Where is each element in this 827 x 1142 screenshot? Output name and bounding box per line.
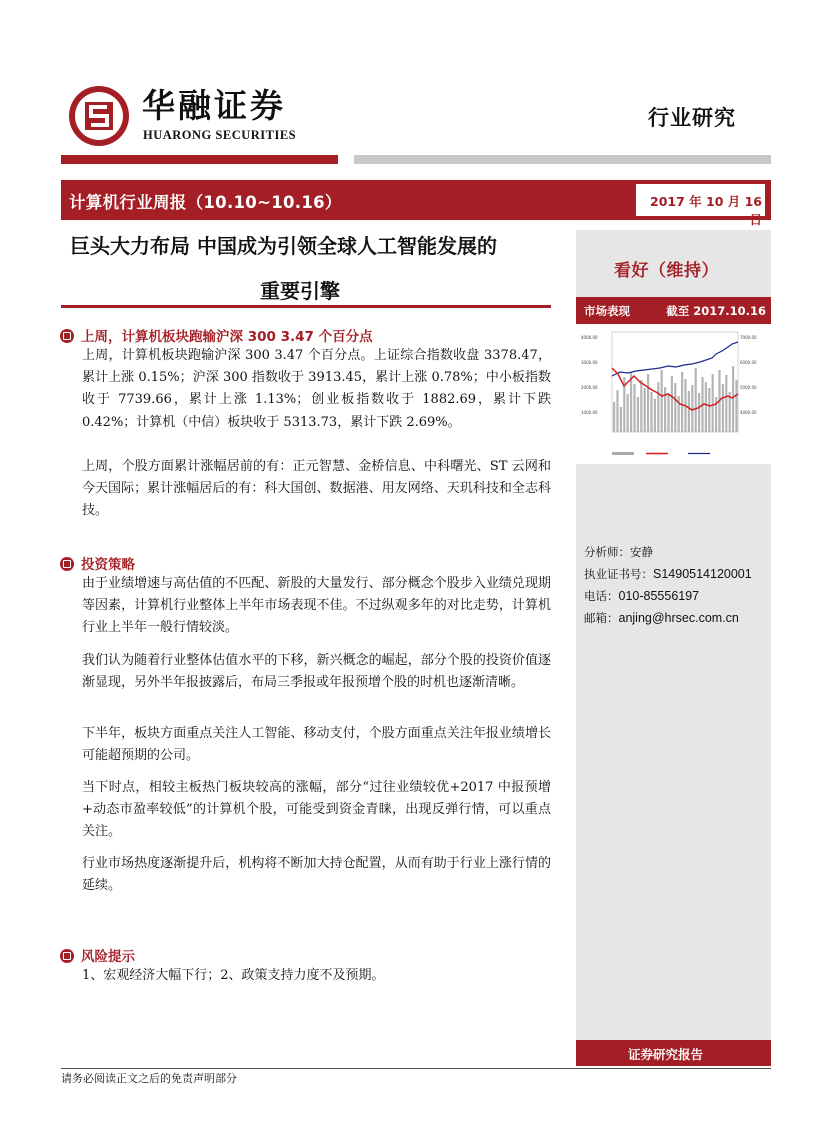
market-chart-image xyxy=(576,324,771,464)
footer-rule xyxy=(61,1068,771,1069)
chart-legend-bar xyxy=(612,452,634,455)
chart-volume-bar xyxy=(688,391,690,432)
section-risk-para-1: 1、宏观经济大幅下行；2、政策支持力度不及预期。 xyxy=(82,968,385,983)
header-gray-bar xyxy=(354,155,771,164)
chart-volume-bar xyxy=(661,370,663,432)
chart-volume-bar xyxy=(705,382,707,432)
chart-volume-bar xyxy=(691,385,693,432)
section-strategy-para-4: 当下时点，相较主板热门板块较高的涨幅，部分“过往业绩较优+2017 中报预增+动态市盈率较低”的计算机个股，可能受到资金青睐，出现反弹行情，可以重点关注。 xyxy=(82,780,551,840)
header-red-bar xyxy=(61,155,338,164)
chart-volume-bar xyxy=(627,394,629,432)
section-strategy-para-3: 下半年，板块方面重点关注人工智能、移动支付，个股方面重点关注年报业绩增长可能超预期的公司。 xyxy=(82,726,551,764)
chart-volume-bar xyxy=(698,393,700,432)
chart-ytick: 4000.00 xyxy=(581,335,598,340)
chart-volume-bar xyxy=(674,383,676,432)
chart-volume-bar xyxy=(647,374,649,432)
chart-volume-bar xyxy=(620,407,622,432)
chart-volume-bar xyxy=(725,375,727,432)
report-type: 行业研究 xyxy=(648,106,736,130)
chart-volume-bar xyxy=(735,380,737,432)
chart-volume-bar xyxy=(613,402,615,432)
chart-ytick: 7000.00 xyxy=(740,335,757,340)
report-date: 2017 年 10 月 16 日 xyxy=(650,194,762,227)
chart-volume-bar xyxy=(640,380,642,432)
section-strategy-para-1: 由于业绩增速与高估值的不匹配、新股的大量发行、部分概念个股步入业绩兑现期等因素，计算机行业整体上半年市场表现不佳。不过纵观多年的对比走势，计算机行业上半年一般行情较淡。 xyxy=(82,576,551,636)
section-weekly-para-2: 上周，个股方面累计涨幅居前的有：正元智慧、金桥信息、中科曙光、ST 云网和今天国际；累计涨幅居后的有：科大国创、数据港、用友网络、天玑科技和全志科技。 xyxy=(82,459,551,519)
headline-line-2: 重要引擎 xyxy=(260,279,340,303)
chart-volume-bar xyxy=(695,368,697,432)
chart-volume-bar xyxy=(681,372,683,432)
chart-volume-bar xyxy=(637,397,639,432)
chart-volume-bar xyxy=(657,382,659,432)
market-performance-bar xyxy=(576,297,771,324)
analyst-row-phone: 电话：010-85556197 xyxy=(584,589,700,603)
industry-rating: 看好（维持） xyxy=(614,261,719,281)
sidebar-footer-bar xyxy=(576,1040,771,1066)
analyst-row-email: 邮箱：anjing@hrsec.com.cn xyxy=(584,611,739,625)
section-bullet-icon xyxy=(60,949,74,963)
chart-volume-bar xyxy=(654,399,656,432)
brand-name-en: HUARONG SECURITIES xyxy=(143,128,297,142)
chart-ytick: 6000.00 xyxy=(740,360,757,365)
market-performance-chart xyxy=(576,324,771,464)
huarong-logo-icon xyxy=(68,85,130,147)
chart-ytick: 4000.00 xyxy=(740,410,757,415)
report-banner xyxy=(61,180,771,227)
chart-volume-bar xyxy=(633,384,635,432)
chart-volume-bar xyxy=(664,387,666,432)
chart-volume-bar xyxy=(630,372,632,432)
report-date-box xyxy=(635,183,766,227)
section-strategy-para-2: 我们认为随着行业整体估值水平的下移，新兴概念的崛起，部分个股的投资价值逐渐显现，另外半年报披露后，布局三季报或年报预增个股的时机也逐渐清晰。 xyxy=(82,653,551,691)
market-performance-label: 市场表现 xyxy=(584,304,630,318)
analyst-row-name: 分析师：安静 xyxy=(584,545,653,559)
section-bullet-icon xyxy=(60,329,74,343)
section-weekly-para-1: 上周，计算机板块跑输沪深 300 3.47 个百分点。上证综合指数收盘 3378.47，累计上涨 0.15%；沪深 300 指数收于 3913.45，累计上涨 0.78%；中小板指数收于 7739.66，累计上涨 1.13%；创业板指数收于 1882.69，累计下跌 0.42%；计算机（中信）板块收于 5313.73，累计下跌 2.69%。 xyxy=(82,348,551,430)
report-title: 计算机行业周报（10.10~10.16） xyxy=(69,193,342,212)
chart-volume-bar xyxy=(616,390,618,432)
chart-volume-bar xyxy=(712,374,714,432)
chart-volume-bar xyxy=(722,384,724,432)
chart-volume-bar xyxy=(667,394,669,432)
sidebar-footer-label: 证券研究报告 xyxy=(628,1047,704,1062)
chart-ytick: 1000.00 xyxy=(581,410,598,415)
analyst-row-license: 执业证书号：S1490514120001 xyxy=(584,567,752,581)
chart-volume-bar xyxy=(650,392,652,432)
section-bullet-icon xyxy=(60,557,74,571)
section-title-risk: 风险提示 xyxy=(60,945,135,965)
headline-line-1: 巨头大力布局 中国成为引领全球人工智能发展的 xyxy=(70,234,497,258)
chart-volume-bar xyxy=(671,376,673,432)
chart-volume-bar xyxy=(732,366,734,432)
brand-name-cn: 华融证券 xyxy=(142,86,286,125)
chart-ytick: 5000.00 xyxy=(740,385,757,390)
chart-ytick: 3000.00 xyxy=(581,360,598,365)
chart-volume-bar xyxy=(708,388,710,432)
chart-volume-bar xyxy=(644,388,646,432)
analyst-info xyxy=(584,541,752,629)
chart-ytick: 2000.00 xyxy=(581,385,598,390)
market-performance-date: 截至 2017.10.16 xyxy=(666,304,766,318)
section-title-weekly: 上周，计算机板块跑输沪深 300 3.47 个百分点 xyxy=(60,325,373,345)
analyst-email-link[interactable]: anjing@hrsec.com.cn xyxy=(618,611,739,625)
headline-rule xyxy=(61,305,551,308)
disclaimer-note: 请务必阅读正文之后的免责声明部分 xyxy=(61,1072,237,1085)
section-strategy-para-5: 行业市场热度逐渐提升后，机构将不断加大持仓配置，从而有助于行业上涨行情的延续。 xyxy=(82,856,551,894)
section-title-strategy: 投资策略 xyxy=(60,553,135,573)
